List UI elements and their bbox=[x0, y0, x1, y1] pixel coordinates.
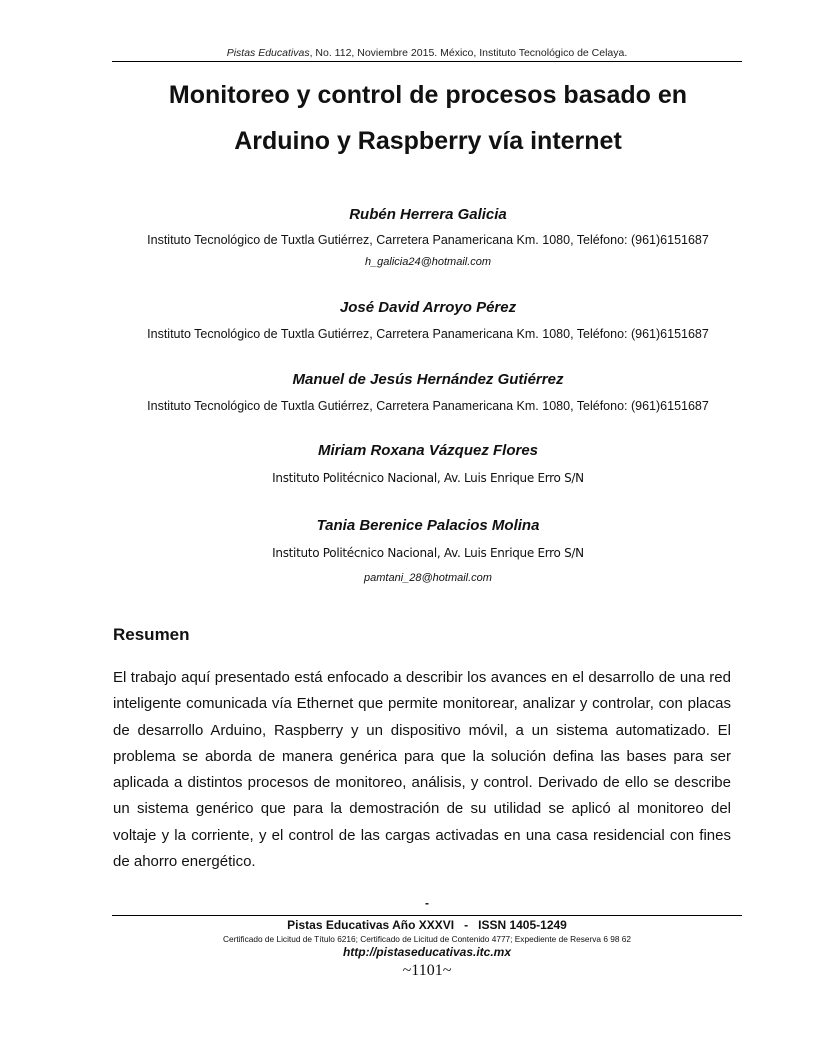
section-heading-resumen: Resumen bbox=[113, 625, 190, 644]
author-affiliation: Instituto Tecnológico de Tuxtla Gutiérrez, Carretera Panamericana Km. 1080, Teléfono: (961)6151687 bbox=[147, 399, 709, 413]
author-name: Tania Berenice Palacios Molina bbox=[316, 517, 540, 534]
footer-certificates: Certificado de Licitud de Título 6216; Certificado de Licitud de Contenido 4777; Expediente de Reserva 6 98 62 bbox=[222, 934, 632, 944]
author-affiliation: Instituto Tecnológico de Tuxtla Gutiérrez, Carretera Panamericana Km. 1080, Teléfono: (961)6151687 bbox=[147, 327, 709, 341]
running-header bbox=[112, 47, 742, 60]
author-affiliation: Instituto Politécnico Nacional, Av. Luis Enrique Erro S/N bbox=[272, 546, 584, 560]
author-email: pamtani_28@hotmail.com bbox=[364, 572, 492, 584]
author-name: Miriam Roxana Vázquez Flores bbox=[317, 442, 539, 459]
running-header-journal: Pistas Educativas bbox=[226, 47, 310, 59]
author-affiliation: Instituto Politécnico Nacional, Av. Luis Enrique Erro S/N bbox=[272, 471, 584, 485]
paper-title-line-1: Monitoreo y control de procesos basado en bbox=[168, 81, 688, 109]
footer-rule bbox=[112, 915, 742, 916]
author-name: Manuel de Jesús Hernández Gutiérrez bbox=[292, 371, 564, 388]
footer-journal-issn: Pistas Educativas Año XXXVI - ISSN 1405-1249 bbox=[287, 918, 567, 932]
author-name: José David Arroyo Pérez bbox=[339, 299, 517, 316]
author-name: Rubén Herrera Galicia bbox=[349, 206, 507, 223]
paper-title bbox=[80, 72, 776, 164]
footer-url-link[interactable]: http://pistaseducativas.itc.mx bbox=[342, 945, 512, 959]
running-header-details: , No. 112, Noviembre 2015. México, Instituto Tecnológico de Celaya. bbox=[309, 47, 628, 59]
author-affiliation: Instituto Tecnológico de Tuxtla Gutiérrez, Carretera Panamericana Km. 1080, Teléfono: (961)6151687 bbox=[147, 233, 709, 247]
paper-title-line-2: Arduino y Raspberry vía internet bbox=[234, 127, 622, 155]
footer-dash: - bbox=[425, 896, 429, 910]
author-email: h_galicia24@hotmail.com bbox=[364, 256, 492, 268]
page-number: ~1101~ bbox=[402, 962, 452, 979]
abstract-paragraph: El trabajo aquí presentado está enfocado a describir los avances en el desarrollo de una red inteligente comunicada vía Ethernet que permite monitorear, analizar y controlar, con placas de desarrollo Arduino, Raspberry y un dispositivo móvil, a un sistema automatizado. El problema se aborda de manera genérica para que la solución defina las bases para ser aplicada a distintos procesos de monitoreo, análisis, y control. Derivado de ello se describe un sistema genérico que para la demostración de su utilidad se aplicó al monitoreo del voltaje y la corriente, y el control de las cargas activadas en una casa residencial con fines de ahorro energético. bbox=[113, 669, 731, 871]
header-rule bbox=[112, 61, 742, 62]
